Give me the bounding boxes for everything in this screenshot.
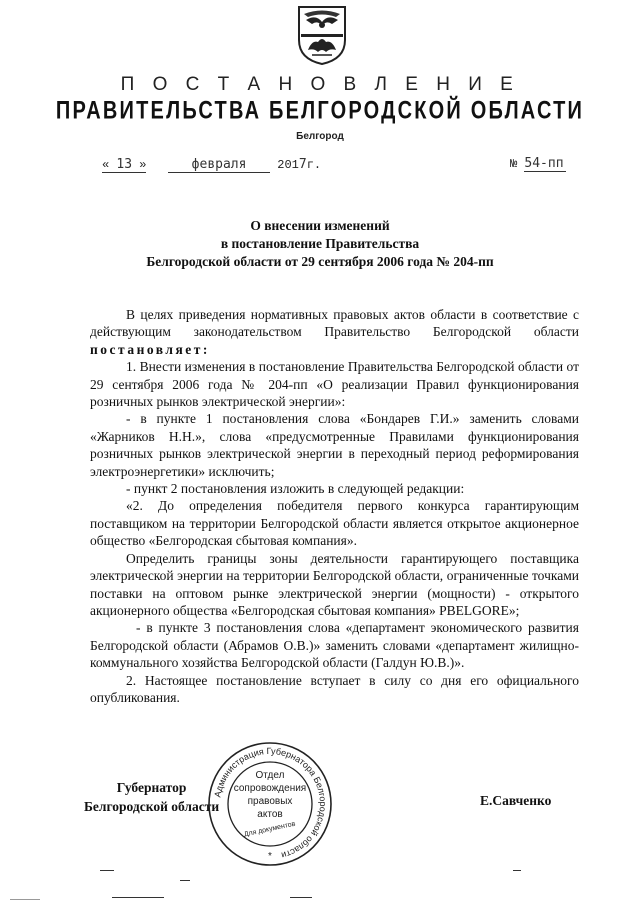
body-paragraph: Определить границы зоны деятельности гарантирующего поставщика электрической энергии на территории Белгородской области, ограниченные точками поставки на оптовом рынке электрической энергии (мощности) - открытого акционерного общества «Белгородская сбытовая компания» PBELGORE»; xyxy=(90,550,579,618)
document-type-heading: П О С Т А Н О В Л Е Н И Е xyxy=(120,74,520,95)
official-stamp xyxy=(206,740,334,868)
scan-mark xyxy=(10,899,40,900)
scan-mark xyxy=(112,897,164,898)
body-paragraph: - пункт 2 постановления изложить в следующей редакции: xyxy=(126,481,465,497)
date-year: 2017г. xyxy=(277,157,322,172)
stamp-star-icon: * xyxy=(268,851,272,862)
scan-mark xyxy=(180,880,190,881)
document-title-line: Белгородской области от 29 сентября 2006 года № 204-пп xyxy=(146,254,494,269)
body-paragraph: - в пункте 1 постановления слова «Бондарев Г.И.» заменить словами «Жарников Н.Н.», слова «предусмотренные Правилами функционирования розничных рынков электрической энергии в переходный период реформирования электроэнергетики» исключить; xyxy=(90,411,579,479)
document-title xyxy=(0,217,640,271)
signatory-position xyxy=(84,778,219,816)
document-title-line: в постановление Правительства xyxy=(220,236,420,251)
issuer-heading: ПРАВИТЕЛЬСТВА БЕЛГОРОДСКОЙ ОБЛАСТИ xyxy=(55,97,585,125)
stamp-ring-text: Администрация Губернатора Белгородской области xyxy=(212,745,329,861)
coat-of-arms-icon xyxy=(296,4,348,66)
document-title-line: О внесении изменений xyxy=(250,218,390,233)
scan-mark xyxy=(290,897,312,898)
body-paragraph: 1. Внести изменения в постановление Правительства Белгородской области от 29 сентября 2006 года № 204-пп «О реализации Правил функционирования розничных рынков электрической энергии»: xyxy=(90,359,579,410)
document-number: № 54-пп xyxy=(510,157,566,172)
scan-mark xyxy=(513,870,521,871)
body-paragraph: «2. До определения победителя первого конкурса гарантирующим поставщиком на территории Белгородской области является открытое акционерное общество «Белгородская сбытовая компания». xyxy=(90,498,579,549)
date-month-field: февраля xyxy=(168,158,270,173)
scan-mark xyxy=(100,870,114,871)
signatory-position-line: Белгородской области xyxy=(84,799,220,814)
signatory-position-line: Губернатор xyxy=(116,780,187,795)
body-paragraph: В целях приведения нормативных правовых актов области в соответствие с действующим законодательством Правительство Белгородской области постановляет: xyxy=(90,307,579,357)
body-paragraph: 2. Настоящее постановление вступает в силу со дня его официального опубликования. xyxy=(90,672,579,705)
city-label: Белгород xyxy=(296,131,344,142)
stamp-line: сопровождения xyxy=(233,783,307,794)
date-field xyxy=(102,157,321,173)
document-body xyxy=(90,306,579,706)
date-day-field: « 13 » xyxy=(102,157,147,172)
stamp-line: Отдел xyxy=(255,770,285,781)
stamp-line: правовых xyxy=(247,796,293,807)
stamp-line: актов xyxy=(257,809,283,820)
stamp-line: Для документов xyxy=(243,820,297,839)
signatory-name: Е.Савченко xyxy=(480,793,552,808)
body-paragraph: - в пункте 3 постановления слова «департамент экономического развития Белгородской области (Абрамов О.В.)» заменить словами «департамент жилищно-коммунального хозяйства Белгородской области (Галдун Ю.В.)». xyxy=(90,620,579,671)
